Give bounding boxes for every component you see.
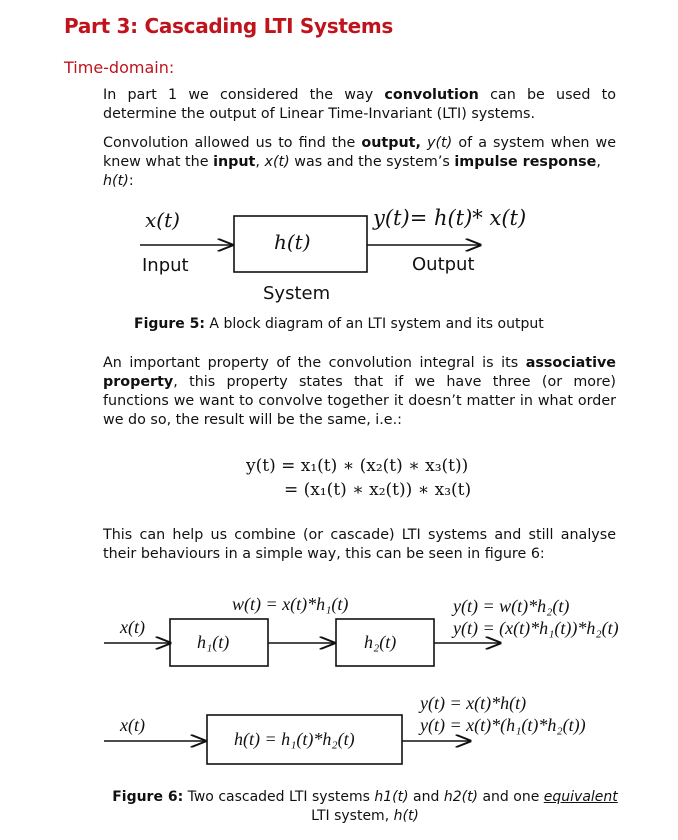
fig6-output-equation-2: y(t) = (x(t)*h₁(t))*h₂(t) <box>453 618 619 638</box>
fig5-system-block-label: h(t) <box>274 230 311 254</box>
fig6-output-equation-4: y(t) = x(t)*(h₁(t)*h₂(t)) <box>420 715 586 735</box>
fig5-output-label: Output <box>412 254 475 275</box>
equation-line-2: = (x₁(t) ∗ x₂(t)) ∗ x₃(t) <box>284 480 472 500</box>
fig6-caption: Figure 6: Two cascaded LTI systems h1(t) and h2(t) and one equivalent LTI system, h(t) <box>112 789 618 824</box>
equation-line-1: y(t) = x₁(t) ∗ (x₂(t) ∗ x₃(t)) <box>246 456 469 476</box>
paragraph-associative: An important property of the convolution integral is its associative property, this property states that if we have three (or more) functions we want to convolve together it doesn’t matter in what order we do so, the result will be the same, i.e.: <box>103 355 616 428</box>
paragraph-cascade: This can help us combine (or cascade) LTI systems and still analyse their behaviours in a simple way, this can be seen in figure 6: <box>103 527 616 562</box>
fig5-system-label: System <box>263 283 331 304</box>
fig6-output-equation-1: y(t) = w(t)*h₂(t) <box>453 596 570 616</box>
fig5-input-label: Input <box>142 255 189 276</box>
fig5-output-equation: y(t)= h(t)* x(t) <box>373 206 527 230</box>
fig6-block-h1-label: h₁(t) <box>197 632 230 652</box>
page-heading: Part 3: Cascading LTI Systems <box>64 14 393 38</box>
paragraph-intro: In part 1 we considered the way convolution can be used to determine the output of Linear Time-Invariant (LTI) systems. <box>103 87 616 122</box>
fig6-input-signal-top: x(t) <box>120 617 145 637</box>
fig6-intermediate-equation: w(t) = x(t)*h₁(t) <box>232 594 349 614</box>
section-subheading: Time-domain: <box>64 58 175 77</box>
fig5-input-signal: x(t) <box>145 208 180 232</box>
fig6-block-equivalent-label: h(t) = h₁(t)*h₂(t) <box>234 729 355 749</box>
fig5-caption: Figure 5: A block diagram of an LTI system and its output <box>134 316 544 332</box>
associative-equation <box>246 454 471 502</box>
fig6-input-signal-bottom: x(t) <box>120 715 145 735</box>
fig6-output-equation-3: y(t) = x(t)*h(t) <box>420 693 527 713</box>
paragraph-convolution: Convolution allowed us to find the output, y(t) of a system when we knew what the input, x(t) was and the system’s impulse response, h(t): <box>103 135 616 189</box>
fig6-block-h2-label: h₂(t) <box>364 632 397 652</box>
